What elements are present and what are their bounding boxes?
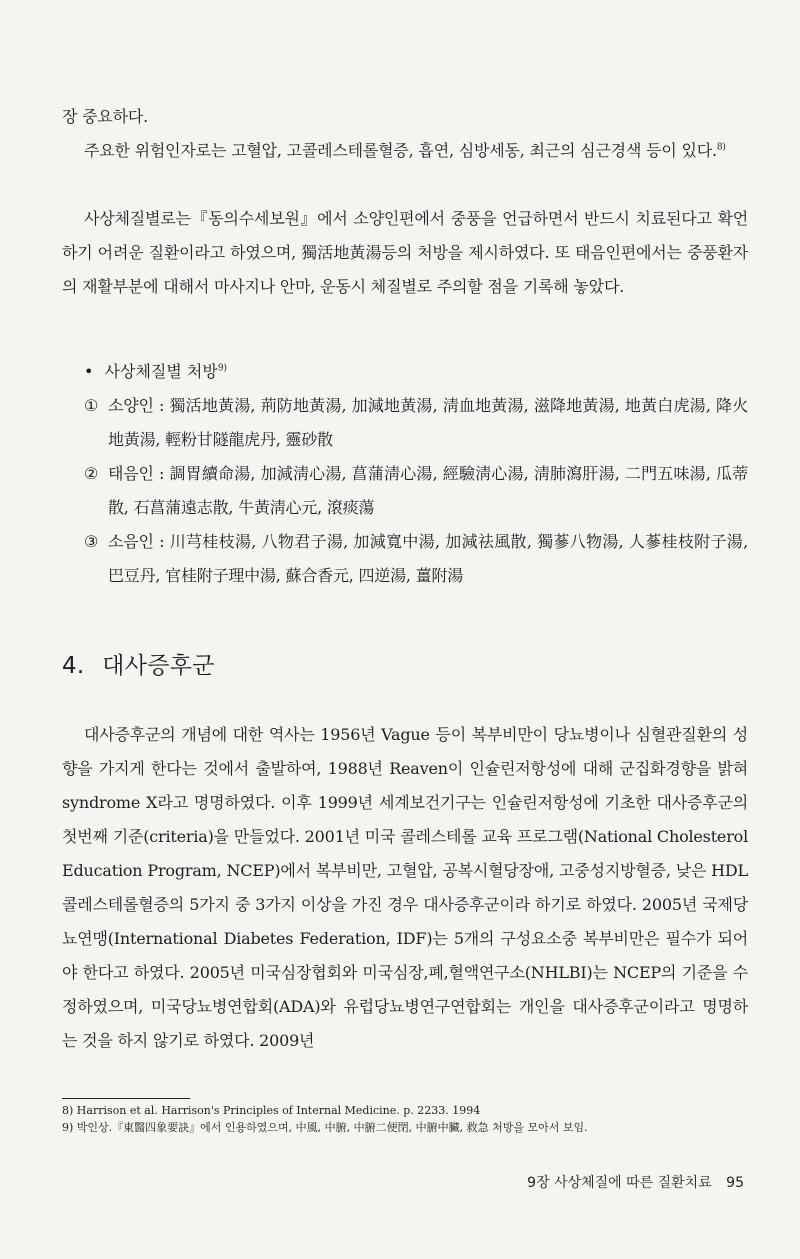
item-number: ②	[84, 464, 99, 483]
footnote-divider	[62, 1098, 190, 1099]
paragraph-text: 대사증후군의 개념에 대한 역사는 1956년 Vague 등이 복부비만이 당뇨병이나 심혈관질환의 성향을 가지게 한다는 것에서 출발하여, 1988년 Reaven이 인슐린저항성에 대해 군집화경향을 밝혀 syndrome X라고 명명하였다. 이후 1999년 세계보건기구는 인슐린저항성에 기초한 대사증후군의 첫번째 기준(criteria)을 만들었다. 2001년 미국 콜레스테롤 교육 프로그램(National Cholesterol Education Program, NCEP)에서 복부비만, 고혈압, 공복시혈당장애, 고중성지방혈증, 낮은 HDL콜레스테롤혈증의 5가지 중 3가지 이상을 가진 경우 대사증후군이라 하기로 하였다. 2005년 국제당뇨연맹(International Diabetes Federation, IDF)는 5개의 구성요소중 복부비만은 필수가 되어야 한다고 하였다. 2005년 미국심장협회와 미국심장,폐,혈액연구소(NHLBI)는 NCEP의 기준을 수정하였으며, 미국당뇨병연합회(ADA)와 유럽당뇨병연구연합회는 개인을 대사증후군이라고 명명하는 것을 하지 않기로 하였다. 2009년	[62, 725, 748, 1050]
footnote: 8) Harrison et al. Harrison's Principles of Internal Medicine. p. 2233. 1994	[62, 1104, 481, 1117]
footnote-ref: 9)	[217, 363, 228, 374]
paragraph-continuation	[62, 100, 748, 134]
page-number: 95	[726, 1175, 744, 1191]
paragraph-text: 주요한 위험인자로는 고혈압, 고콜레스테롤혈증, 흡연, 심방세동, 최근의 심근경색 등이 있다.	[84, 141, 717, 160]
footnote: 9) 박인상.『東醫四象要訣』에서 인용하였으며, 中風, 中腑, 中腑二便閉, 中腑中臟, 救急 처방을 모아서 보임.	[62, 1121, 588, 1134]
section-title: 대사증후군	[102, 653, 215, 679]
paragraph-constitution	[62, 202, 748, 304]
item-number: ①	[84, 396, 99, 415]
page-footer	[517, 1172, 744, 1192]
section-body	[62, 718, 748, 1058]
bullet-icon: •	[84, 362, 94, 381]
item-number: ③	[84, 532, 99, 551]
section-number: 4.	[62, 653, 85, 679]
footnote-ref: 8)	[716, 142, 726, 153]
prescription-item	[84, 389, 748, 457]
paragraph-text: 사상체질별로는『동의수세보원』에서 소양인편에서 중풍을 언급하면서 반드시 치료된다고 확언하기 어려운 질환이라고 하였으며, 獨活地黃湯등의 처방을 제시하였다. 또 태음인편에서는 중풍환자의 재활부분에 대해서 마사지나 안마, 운동시 체질별로 주의할 점을 기록해 놓았다.	[62, 209, 748, 296]
item-text: 태음인 : 調胃續命湯, 加減淸心湯, 菖蒲淸心湯, 經驗淸心湯, 淸肺瀉肝湯, 二門五味湯, 瓜蒂散, 石菖蒲遠志散, 牛黃淸心元, 滾痰蕩	[108, 464, 748, 517]
list-title: 사상체질별 처방	[104, 362, 218, 381]
section-heading	[62, 647, 215, 680]
prescription-item	[84, 457, 748, 525]
prescription-list-title	[84, 355, 227, 389]
item-text: 소음인 : 川芎桂枝湯, 八物君子湯, 加減寬中湯, 加減祛風散, 獨蔘八物湯, 人蔘桂枝附子湯, 巴豆丹, 官桂附子理中湯, 蘇合香元, 四逆湯, 薑附湯	[108, 532, 748, 585]
item-text: 소양인 : 獨活地黃湯, 荊防地黃湯, 加減地黃湯, 淸血地黃湯, 滋降地黃湯, 地黃白虎湯, 降火地黃湯, 輕粉甘隧龍虎丹, 靈砂散	[108, 396, 748, 449]
prescription-item	[84, 525, 748, 593]
chapter-title: 9장 사상체질에 따른 질환치료	[527, 1175, 712, 1191]
paragraph-text: 장 중요하다.	[62, 107, 149, 126]
paragraph-risk-factors	[62, 134, 748, 168]
